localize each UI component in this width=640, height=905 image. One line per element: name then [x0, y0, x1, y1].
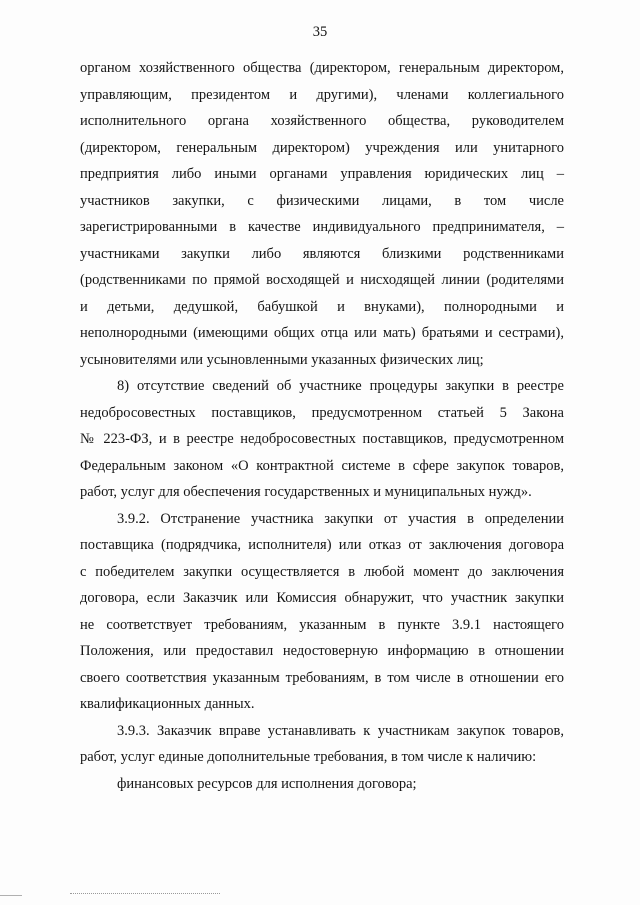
text-line: своего соответствия указанным требованиям, в том числе в отношении его [80, 669, 564, 686]
text-line: усыновителями или усыновленными указанных физических лиц; [80, 351, 484, 368]
text-line: зарегистрированными в качестве индивидуального предпринимателя, – [80, 219, 564, 235]
text-line: не соответствует требованиям, указанным в пункте 3.9.1 настоящего [80, 616, 564, 633]
scan-artifact-line [70, 893, 220, 895]
text-line: участников закупки, с физическими лицами, в том числе [80, 192, 564, 209]
document-body [80, 55, 564, 797]
text-line: исполнительного органа хозяйственного общества, руководителем [80, 113, 564, 129]
text-line: Положения, или предоставил недостоверную информацию в отношении [80, 643, 564, 659]
text-line: 8) отсутствие сведений об участнике процедуры закупки в реестре [117, 378, 564, 394]
text-line: финансовых ресурсов для исполнения договора; [117, 775, 417, 792]
text-line: № 223-ФЗ, и в реестре недобросовестных поставщиков, предусмотренном [80, 431, 564, 447]
page-number: 35 [312, 24, 328, 40]
text-line: 3.9.2. Отстранение участника закупки от участия в определении [117, 510, 564, 527]
text-line: с победителем закупки осуществляется в любой момент до заключения [80, 563, 564, 580]
text-line: Федеральным законом «О контрактной системе в сфере закупок товаров, [80, 457, 564, 474]
text-line: работ, услуг единые дополнительные требования, в том числе к наличию: [80, 749, 537, 765]
text-line: (родственниками по прямой восходящей и нисходящей линии (родителями [80, 272, 564, 288]
text-line: договора, если Заказчик или Комиссия обнаружит, что участник закупки [80, 590, 564, 606]
text-line: предприятия либо иными органами управления юридических лиц – [80, 166, 564, 182]
text-line: и детьми, дедушкой, бабушкой и внуками), полнородными и [80, 298, 564, 315]
scan-edge-mark [0, 895, 22, 896]
text-line: (директором, генеральным директором) учреждения или унитарного [80, 139, 564, 156]
text-line: квалификационных данных. [80, 696, 255, 712]
text-line: недобросовестных поставщиков, предусмотренном статьей 5 Закона [80, 404, 564, 421]
text-line: 3.9.3. Заказчик вправе устанавливать к участникам закупок товаров, [117, 722, 564, 739]
text-line: работ, услуг для обеспечения государственных и муниципальных нужд». [80, 484, 532, 500]
text-line: неполнородными (имеющими общих отца или мать) братьями и сестрами), [80, 325, 564, 341]
text-line: поставщика (подрядчика, исполнителя) или отказ от заключения договора [80, 537, 564, 553]
text-line: участниками закупки либо являются близкими родственниками [80, 245, 564, 262]
text-line: управляющим, президентом и другими), членами коллегиального [80, 86, 564, 103]
text-line: органом хозяйственного общества (директором, генеральным директором, [80, 60, 564, 76]
